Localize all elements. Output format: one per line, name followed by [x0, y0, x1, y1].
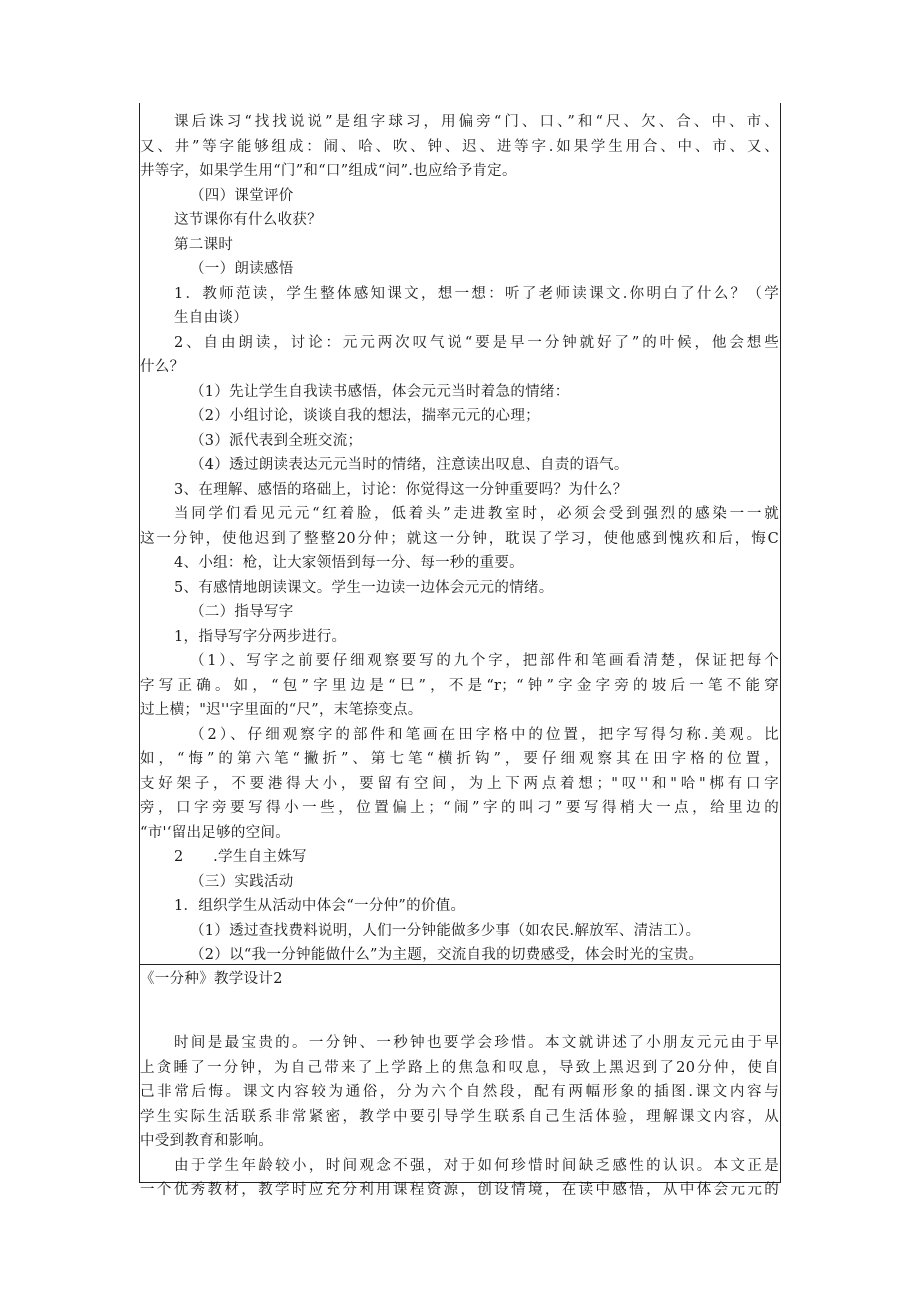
text-line: 什么？ [140, 359, 185, 375]
lesson-heading: 第二课时 [174, 237, 234, 253]
text-line: （1）透过查找费料说明，人们一分钟能做多少事（如农民.解放军、清洁工）。 [190, 923, 701, 939]
section-heading: （二）指导写字 [190, 604, 294, 620]
text-line: 生自由谈） [174, 310, 248, 326]
text-line: （3）派代表到全班交流； [190, 433, 363, 449]
text-line: （2）、仔细观察字的部件和笔画在田字格中的位置，把字写得匀称.美观。比 [190, 727, 779, 743]
text-line: 时间是最宝贵的。一分钟、一秒钟也要学会珍惜。本文就讲述了小朋友元元由于早 [174, 1035, 779, 1051]
text-line: “市'‘留出足够的空间。 [140, 825, 291, 841]
text-line: 如，“悔”的第六笔“撇折”、第七笔“横折钩”，要仔细观察其在田字格的位置， [140, 751, 779, 767]
text-line: 学生实际生活联系非常紧密，教学中要引导学生联系自己生活体验，理解课文内容，从 [140, 1109, 779, 1125]
text-line: （1）先让学生自我读书感悟，体会元元当时着急的情绪： [190, 384, 570, 400]
text-line: 1．组织学生从活动中体会“一分仲”的价值。 [174, 898, 466, 914]
text-line: 当同学们看见元元“红着脸，低着头”走进教室时，必须会受到强烈的感染一一就 [174, 506, 779, 522]
text-line: 中受到教育和影响。 [140, 1133, 274, 1149]
document-subtitle: 《一分种》教学设计2 [140, 971, 283, 987]
section-heading: （一）朗读感悟 [190, 261, 294, 277]
text-line: 4、小组：枪，让大家领悟到每一分、每一秒的重要。 [174, 555, 524, 571]
text-line: 字写正确。如，“包”字里边是“巳”，不是“r；“钟”字金字旁的坡后一笔不能穿 [140, 678, 779, 694]
text-line: 3、在理解、感悟的珞础上，讨论：你觉得这一分钟重要吗？为什么？ [174, 482, 628, 498]
text-line: 旁，口字旁要写得小一些，位置偏上；“闹”字的叫刁”要写得梢大一点，给里边的 [140, 800, 779, 816]
text-line: 又、井”等字能够组成：闹、哈、吹、钟、迟、进等字.如果学生用合、中、市、又、 [140, 139, 779, 155]
text-line: （2）以“我一分钟能做什么”为主题，交流自我的切费感受，体会时光的宝贵。 [190, 947, 704, 963]
text-line: 一个优秀教材，教学时应充分利用课程资源，创设情境，在读中感悟，从中体会元元的 [140, 1182, 779, 1198]
text-line: 井等字，如果学生用“门”和“口”组成“问”.也应给予肯定。 [140, 163, 517, 179]
text-line: 2、自由朗读，讨论：元元两次叹气说“要是早一分钟就好了”的叶候，他会想些 [174, 335, 779, 351]
text-line: （4）透过朗读表达元元当时的情绪，注意读出叹息、自责的语气。 [190, 457, 629, 473]
section-heading: （四）课堂评价 [190, 188, 294, 204]
text-line: 1．教师范读，学生整体感知课文，想一想：听了老师读课文.你明白了什么？（学 [174, 286, 779, 302]
text-line: （1）、写字之前要仔细观察要写的九个字，把部件和笔画看清楚，保证把每个 [190, 653, 779, 669]
text-line: 5、有感情地朗读课文。学生一边读一边体会元元的情绪。 [174, 580, 554, 596]
text-line: 支好架子，不要港得大小，要留有空间，为上下两点着想；"叹''和"哈"梆有口字 [140, 776, 779, 792]
text-line: 过上横；"迟''字里面的“尺”，末笔捺变点。 [140, 702, 423, 718]
text-line: 上贪睡了一分钟，为自己带来了上学路上的焦急和叹息，导致上黑迟到了20分仲，使自 [140, 1060, 779, 1076]
text-line: 己非常后悔。课文内容较为通俗，分为六个自然段，配有两幅形象的插图.课文内容与 [140, 1084, 779, 1100]
text-line: 这一分钟，使他迟到了整整20分仲；就这一分钟，耽误了学习，使他感到愧疚和后，悔C [140, 531, 779, 547]
text-line: 这节课你有什么收获？ [174, 212, 322, 228]
text-line: 课后诛习“找找说说”是组字球习，用偏旁“门、口、”和“尺、欠、合、中、市、 [174, 114, 779, 130]
section-heading: （三）实践活动 [190, 874, 294, 890]
text-line: 2 .学生自主姝写 [174, 849, 307, 865]
text-line: 由于学生年龄较小，时间观念不强，对于如何珍惜时间缺乏感性的认识。本文正是 [174, 1158, 779, 1174]
text-line: 1，指导写字分两步进行。 [174, 629, 347, 645]
text-line: （2）小组讨论，谈谈自我的想法，揣率元元的心理； [190, 408, 540, 424]
